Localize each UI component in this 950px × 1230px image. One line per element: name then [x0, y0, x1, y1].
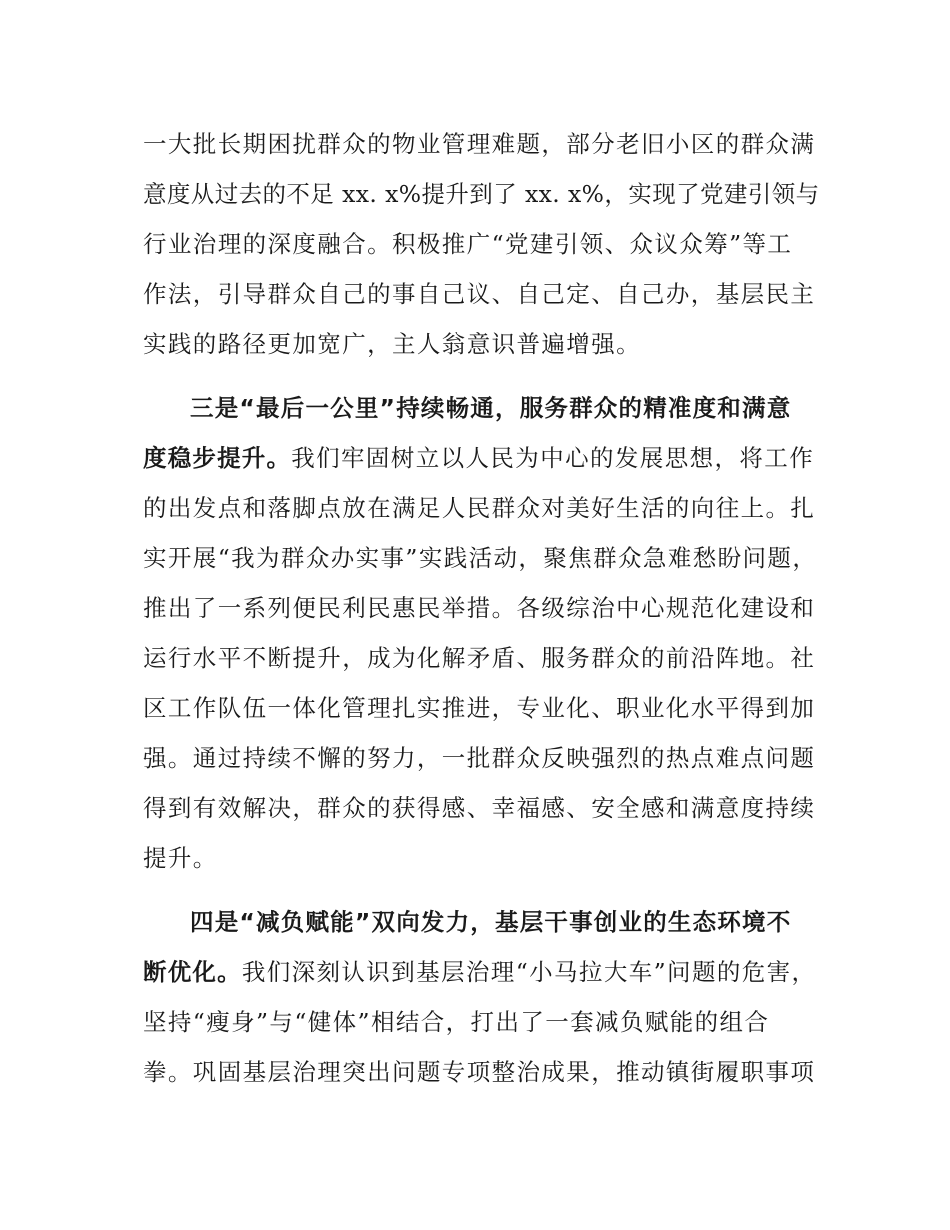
text-line: 区工作队伍一体化管理扎实推进，专业化、职业化水平得到加: [143, 694, 816, 722]
section-heading-end: 度稳步提升。: [143, 444, 292, 472]
section-heading: 四是“减负赋能”双向发力，基层干事创业的生态环境不: [190, 908, 792, 936]
text-line: 作法，引导群众自己的事自己议、自己定、自己办，基层民主: [143, 280, 816, 308]
text-line: 实开展“我为群众办实事”实践活动，聚焦群众急难愁盼问题，: [143, 544, 818, 572]
text-line: 一大批长期困扰群众的物业管理难题，部分老旧小区的群众满: [143, 130, 816, 158]
text-line: [143, 957, 816, 987]
text-line: 运行水平不断提升，成为化解矛盾、服务群众的前沿阵地。社: [143, 644, 816, 672]
text-line: 实践的路径更加宽广，主人翁意识普遍增强。: [143, 330, 641, 358]
text-segment: 我们牢固树立以人民为中心的发展思想，将工作: [291, 444, 815, 472]
text-line: 坚持“瘦身”与“健体”相结合，打出了一套减负赋能的组合: [143, 1008, 770, 1036]
text-line: 推出了一系列便民利民惠民举措。各级综治中心规范化建设和: [143, 594, 816, 622]
text-line: 的出发点和落脚点放在满足人民群众对美好生活的向往上。扎: [143, 494, 816, 522]
text-line: 拳。巩固基层治理突出问题专项整治成果，推动镇街履职事项: [143, 1058, 816, 1086]
text-line: 强。通过持续不懈的努力，一批群众反映强烈的热点难点问题: [143, 744, 816, 772]
text-line: 意度从过去的不足 xx. x%提升到了 xx. x%，实现了党建引领与: [143, 180, 820, 208]
text-segment: 我们深刻认识到基层治理“小马拉大车”问题的危害，: [241, 958, 817, 986]
text-line: 行业治理的深度融合。积极推广“党建引领、众议众筹”等工: [143, 230, 793, 258]
text-line: 得到有效解决，群众的获得感、幸福感、安全感和满意度持续: [143, 794, 816, 822]
text-line: 提升。: [143, 844, 218, 872]
section-heading-end: 断优化。: [143, 958, 242, 986]
section-heading: 三是“最后一公里”持续畅通，服务群众的精准度和满意: [190, 394, 792, 422]
text-line: [143, 443, 814, 473]
